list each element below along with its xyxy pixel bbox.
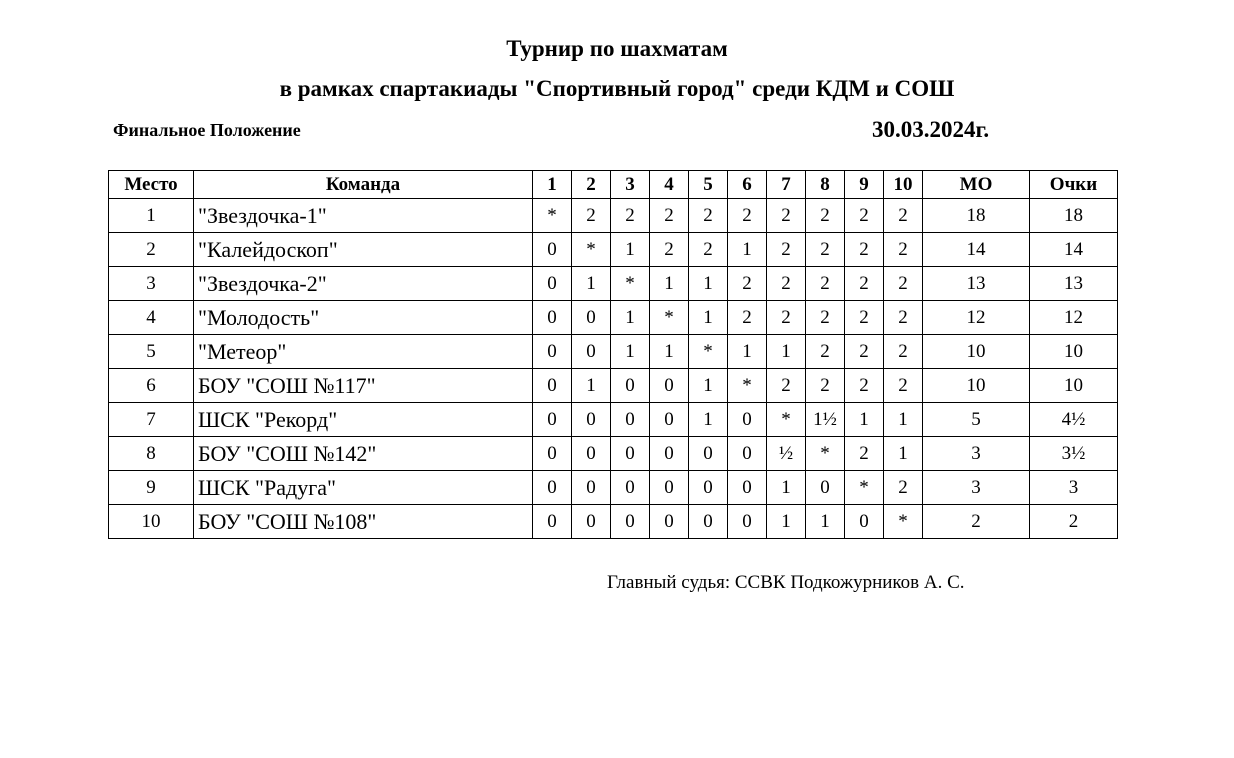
header-place: Место (109, 171, 194, 199)
results-body (109, 199, 1118, 539)
place-cell: 9 (109, 471, 194, 505)
table-row (109, 335, 1118, 369)
result-cell: 0 (533, 369, 572, 403)
result-cell: 2 (728, 301, 767, 335)
result-cell: 0 (650, 403, 689, 437)
table-row (109, 369, 1118, 403)
table-row (109, 471, 1118, 505)
header-round-3: 3 (611, 171, 650, 199)
header-team: Команда (194, 171, 533, 199)
result-cell: 2 (845, 437, 884, 471)
table-row (109, 437, 1118, 471)
mo-cell: 2 (923, 505, 1030, 539)
result-cell: * (611, 267, 650, 301)
table-row (109, 301, 1118, 335)
result-cell: 2 (806, 369, 845, 403)
place-cell: 1 (109, 199, 194, 233)
mo-cell: 3 (923, 437, 1030, 471)
result-cell: 0 (533, 505, 572, 539)
result-cell: 2 (845, 233, 884, 267)
table-row (109, 199, 1118, 233)
team-name-cell: "Звездочка-2" (194, 267, 533, 301)
result-cell: * (767, 403, 806, 437)
table-row (109, 233, 1118, 267)
result-cell: 0 (572, 301, 611, 335)
points-cell: 14 (1030, 233, 1118, 267)
mo-cell: 14 (923, 233, 1030, 267)
mo-cell: 12 (923, 301, 1030, 335)
result-cell: 1 (806, 505, 845, 539)
result-cell: 0 (728, 471, 767, 505)
result-cell: 0 (533, 403, 572, 437)
mo-cell: 10 (923, 369, 1030, 403)
result-cell: 1 (650, 267, 689, 301)
result-cell: 0 (572, 437, 611, 471)
result-cell: 1 (611, 233, 650, 267)
result-cell: 2 (884, 369, 923, 403)
result-cell: 1 (884, 437, 923, 471)
result-cell: 1 (689, 301, 728, 335)
result-cell: 0 (533, 301, 572, 335)
place-cell: 8 (109, 437, 194, 471)
result-cell: 0 (689, 437, 728, 471)
result-cell: * (845, 471, 884, 505)
result-cell: 1 (728, 335, 767, 369)
result-cell: 2 (884, 301, 923, 335)
results-table (108, 170, 1118, 539)
place-cell: 10 (109, 505, 194, 539)
result-cell: 1 (611, 301, 650, 335)
result-cell: 2 (572, 199, 611, 233)
table-row (109, 505, 1118, 539)
team-name-cell: БОУ "СОШ №142" (194, 437, 533, 471)
result-cell: 1 (689, 369, 728, 403)
result-cell: 2 (611, 199, 650, 233)
result-cell: 2 (845, 301, 884, 335)
result-cell: 2 (806, 199, 845, 233)
mo-cell: 18 (923, 199, 1030, 233)
document-title: Турнир по шахматам (506, 36, 728, 61)
result-cell: 1 (572, 369, 611, 403)
table-row (109, 403, 1118, 437)
result-cell: 0 (611, 403, 650, 437)
mo-cell: 10 (923, 335, 1030, 369)
result-cell: 0 (611, 369, 650, 403)
result-cell: 0 (572, 505, 611, 539)
result-cell: 0 (650, 437, 689, 471)
result-cell: * (689, 335, 728, 369)
result-cell: 2 (767, 301, 806, 335)
result-cell: 2 (806, 301, 845, 335)
standings-label: Финальное Положение (113, 120, 301, 140)
place-cell: 4 (109, 301, 194, 335)
points-cell: 4½ (1030, 403, 1118, 437)
result-cell: 0 (689, 471, 728, 505)
header-round-1: 1 (533, 171, 572, 199)
result-cell: 1 (767, 505, 806, 539)
team-name-cell: "Метеор" (194, 335, 533, 369)
place-cell: 6 (109, 369, 194, 403)
mo-cell: 5 (923, 403, 1030, 437)
header-round-8: 8 (806, 171, 845, 199)
result-cell: 2 (845, 267, 884, 301)
team-name-cell: "Молодость" (194, 301, 533, 335)
team-name-cell: ШСК "Рекорд" (194, 403, 533, 437)
result-cell: * (884, 505, 923, 539)
result-cell: ½ (767, 437, 806, 471)
header-round-9: 9 (845, 171, 884, 199)
result-cell: 0 (533, 437, 572, 471)
result-cell: 1 (572, 267, 611, 301)
table-header-row (109, 171, 1118, 199)
result-cell: 1 (728, 233, 767, 267)
header-round-10: 10 (884, 171, 923, 199)
team-name-cell: БОУ "СОШ №108" (194, 505, 533, 539)
result-cell: 2 (806, 233, 845, 267)
header-round-2: 2 (572, 171, 611, 199)
chief-judge: Главный судья: ССВК Подкожурников А. С. (607, 572, 965, 593)
mo-cell: 3 (923, 471, 1030, 505)
result-cell: 1 (767, 471, 806, 505)
result-cell: 2 (767, 267, 806, 301)
result-cell: 1 (689, 403, 728, 437)
points-cell: 12 (1030, 301, 1118, 335)
result-cell: 0 (728, 505, 767, 539)
result-cell: 2 (650, 199, 689, 233)
result-cell: 2 (689, 199, 728, 233)
result-cell: 2 (728, 199, 767, 233)
header-round-7: 7 (767, 171, 806, 199)
result-cell: * (533, 199, 572, 233)
result-cell: * (728, 369, 767, 403)
points-cell: 10 (1030, 369, 1118, 403)
team-name-cell: БОУ "СОШ №117" (194, 369, 533, 403)
result-cell: 0 (689, 505, 728, 539)
header-round-4: 4 (650, 171, 689, 199)
result-cell: 2 (845, 199, 884, 233)
result-cell: 0 (533, 335, 572, 369)
result-cell: 1 (650, 335, 689, 369)
points-cell: 10 (1030, 335, 1118, 369)
result-cell: 0 (611, 471, 650, 505)
result-cell: 0 (728, 437, 767, 471)
result-cell: 2 (689, 233, 728, 267)
header-round-5: 5 (689, 171, 728, 199)
result-cell: 1 (845, 403, 884, 437)
result-cell: 0 (806, 471, 845, 505)
result-cell: 1 (611, 335, 650, 369)
result-cell: 1½ (806, 403, 845, 437)
result-cell: 2 (884, 471, 923, 505)
place-cell: 5 (109, 335, 194, 369)
result-cell: 0 (572, 471, 611, 505)
points-cell: 3½ (1030, 437, 1118, 471)
result-cell: 2 (806, 335, 845, 369)
result-cell: 2 (845, 335, 884, 369)
result-cell: 2 (767, 199, 806, 233)
result-cell: 1 (767, 335, 806, 369)
result-cell: 0 (572, 335, 611, 369)
result-cell: * (572, 233, 611, 267)
team-name-cell: "Звездочка-1" (194, 199, 533, 233)
result-cell: 0 (650, 471, 689, 505)
mo-cell: 13 (923, 267, 1030, 301)
document-subtitle-event: в рамках спартакиады "Спортивный город" среди КДМ и СОШ (279, 76, 955, 101)
result-cell: 2 (884, 267, 923, 301)
points-cell: 13 (1030, 267, 1118, 301)
result-cell: 0 (650, 505, 689, 539)
result-cell: 2 (884, 233, 923, 267)
result-cell: * (650, 301, 689, 335)
team-name-cell: ШСК "Радуга" (194, 471, 533, 505)
result-cell: 2 (728, 267, 767, 301)
place-cell: 2 (109, 233, 194, 267)
result-cell: 2 (845, 369, 884, 403)
team-name-cell: "Калейдоскоп" (194, 233, 533, 267)
result-cell: 0 (845, 505, 884, 539)
result-cell: 0 (533, 267, 572, 301)
result-cell: 2 (767, 233, 806, 267)
result-cell: 1 (689, 267, 728, 301)
points-cell: 2 (1030, 505, 1118, 539)
result-cell: 0 (533, 233, 572, 267)
header-points: Очки (1030, 171, 1118, 199)
header-round-6: 6 (728, 171, 767, 199)
points-cell: 18 (1030, 199, 1118, 233)
result-cell: 0 (650, 369, 689, 403)
place-cell: 3 (109, 267, 194, 301)
result-cell: 0 (611, 505, 650, 539)
place-cell: 7 (109, 403, 194, 437)
header-mo: МО (923, 171, 1030, 199)
points-cell: 3 (1030, 471, 1118, 505)
document-date: 30.03.2024г. (872, 117, 990, 142)
result-cell: 0 (728, 403, 767, 437)
table-row (109, 267, 1118, 301)
result-cell: 2 (806, 267, 845, 301)
result-cell: 0 (533, 471, 572, 505)
result-cell: 2 (767, 369, 806, 403)
result-cell: 0 (611, 437, 650, 471)
result-cell: 2 (884, 335, 923, 369)
result-cell: 0 (572, 403, 611, 437)
result-cell: 1 (884, 403, 923, 437)
result-cell: 2 (884, 199, 923, 233)
result-cell: * (806, 437, 845, 471)
result-cell: 2 (650, 233, 689, 267)
